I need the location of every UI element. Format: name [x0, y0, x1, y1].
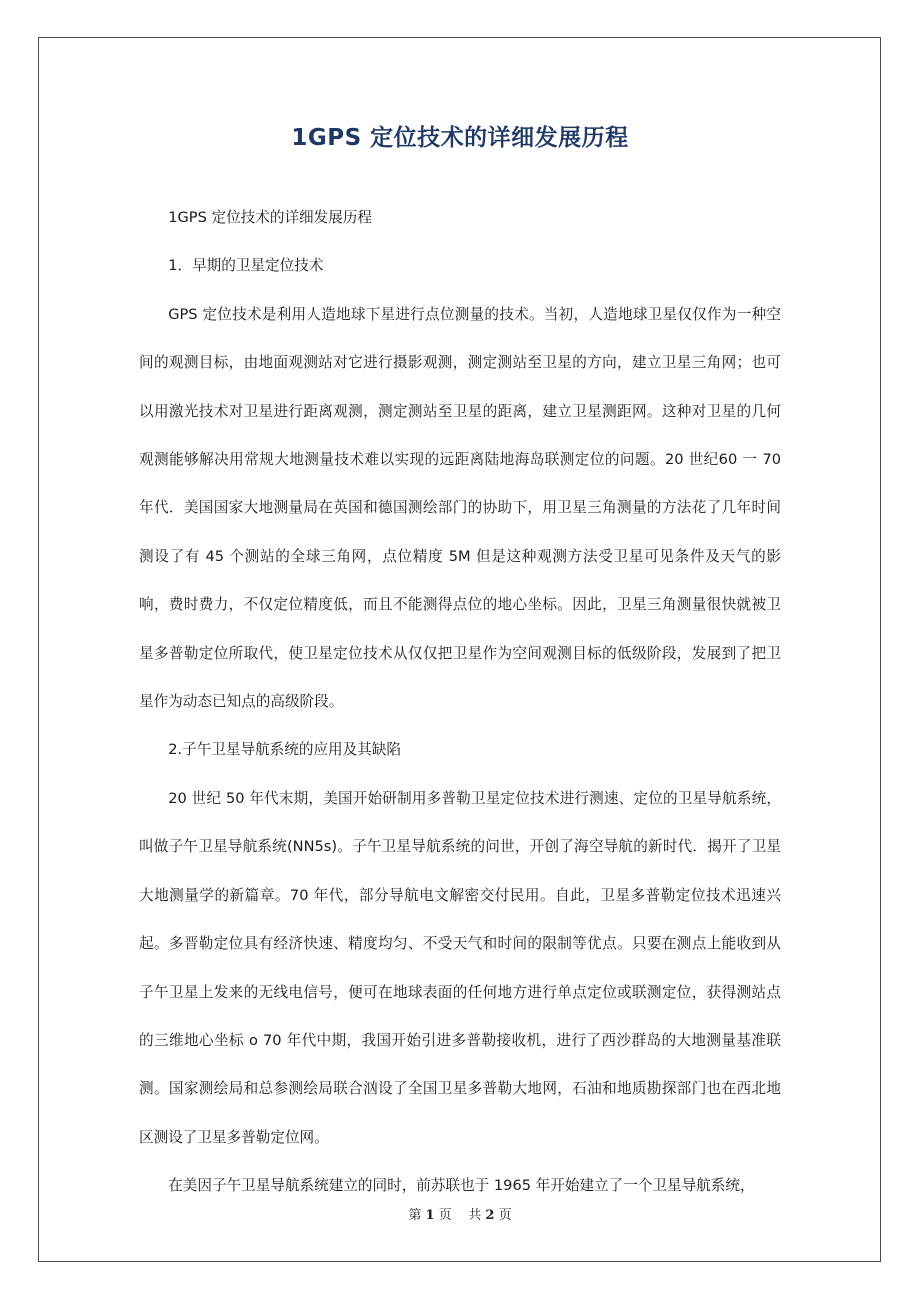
footer-page-word: 页	[438, 1208, 452, 1223]
section-heading-2: 2.子午卫星导航系统的应用及其缺陷	[168, 741, 402, 759]
footer-total-suffix: 页	[498, 1208, 512, 1223]
paragraph-soviet-system: 在美因子午卫星导航系统建立的同时，前苏联也于 1965 年开始建立了一个卫星导航系统，	[168, 1177, 755, 1195]
footer-total-pages: 2	[485, 1208, 495, 1223]
document-title: 1GPS 定位技术的详细发展历程	[291, 125, 629, 151]
footer-current-page: 1	[425, 1208, 435, 1223]
footer-total-prefix: 共	[468, 1208, 482, 1223]
page-footer	[0, 1204, 920, 1228]
paragraph-transit-system: 20 世纪 50 年代末期，美国开始研制用多普勒卫星定位技术进行测速、定位的卫星导航系统，叫做子午卫星导航系统(NN5s)。子午卫星导航系统的问世，开创了海空导航的新时代．揭开了卫星大地测量学的新篇章。70 年代，部分导航电文解密交付民用。自此，卫星多普勒定位技术迅速兴起。多晋勒定位具有经济快速、精度均匀、不受天气和时间的限制等优点。只要在测点上能收到从子午卫星上发来的无线电信号，便可在地球表面的任何地方进行单点定位或联测定位，获得测站点的三维地心坐标 o 70 年代中期，我国开始引进多普勒接收机，进行了西沙群岛的大地测量基准联测。国家测绘局和总参测绘局联合汹设了全国卫星多普勒大地网，石油和地质勘探部门也在西北地区测设了卫星多普勒定位网。	[139, 789, 781, 1146]
paragraph-early-satellite: GPS 定位技术是利用人造地球下星进行点位测量的技术。当初，人造地球卫星仅仅作为一种空间的观测目标，由地面观测站对它进行摄影观测，测定测站至卫星的方向，建立卫星三角网；也可以用激光技术对卫星进行距离观测，测定测站至卫星的距离，建立卫星测距网。这种对卫星的几何观测能够解决用常规大地测量技术难以实现的远距离陆地海岛联测定位的问题。20 世纪60 一 70 年代．美国国家大地测量局在英国和德国测绘部门的协助下，用卫星三角测量的方法花了几年时间测设了有 45 个测站的全球三角网，点位精度 5M 但是这种观测方法受卫星可见条件及天气的影响，费时费力，不仅定位精度低，而且不能测得点位的地心坐标。因此，卫星三角测量很快就被卫星多普勒定位所取代，使卫星定位技术从仅仅把卫星作为空间观测目标的低级阶段，发展到了把卫星作为动态已知点的高级阶段。	[139, 305, 781, 711]
section-heading-1: 1．早期的卫星定位技术	[168, 257, 324, 275]
footer-prefix: 第	[408, 1208, 422, 1223]
paragraph-subtitle: 1GPS 定位技术的详细发展历程	[168, 209, 373, 226]
document-body	[139, 194, 781, 1211]
